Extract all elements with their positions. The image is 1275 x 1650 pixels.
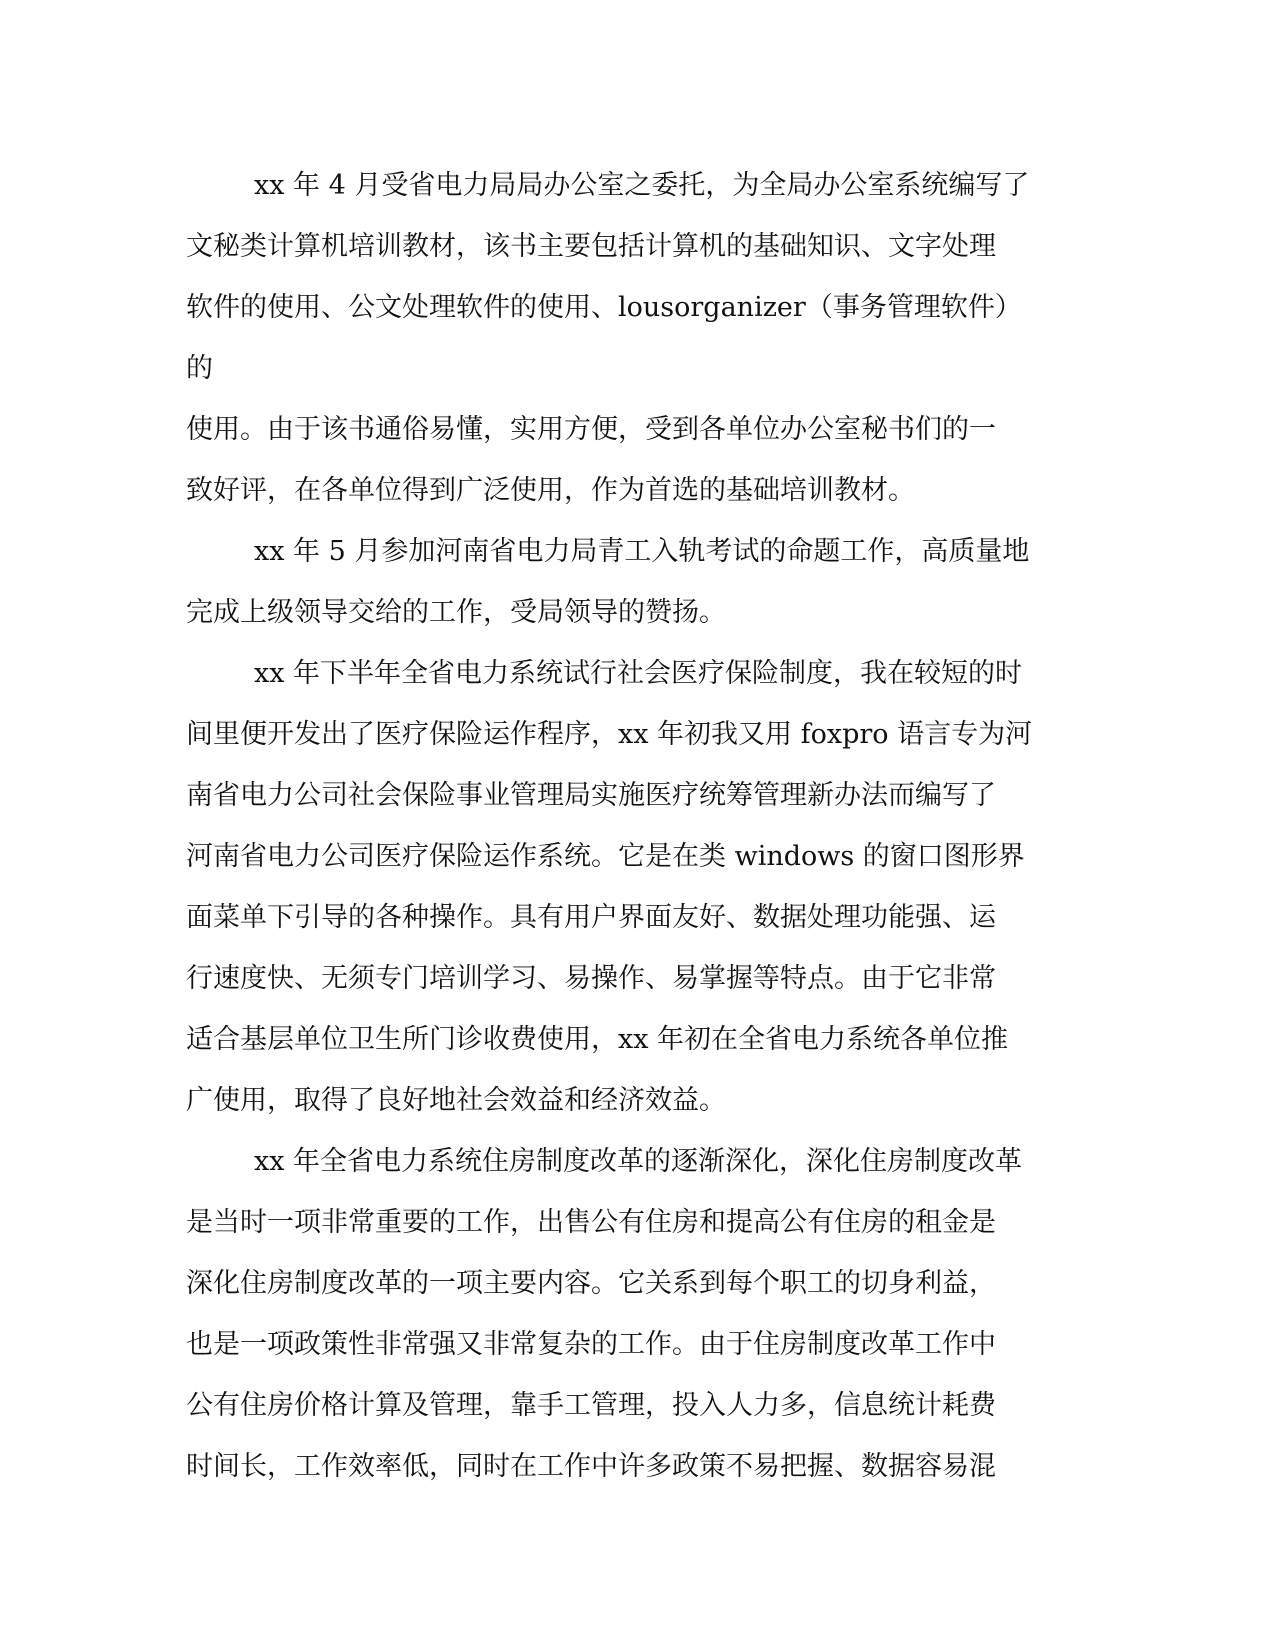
paragraph-2: xx 年 5 月参加河南省电力局青工入轨考试的命题工作，高质量地 完成上级领导交给的工作，受局领导的赞扬。 (186, 536, 1030, 628)
document-body (186, 155, 1036, 1497)
paragraph-4: xx 年全省电力系统住房制度改革的逐渐深化，深化住房制度改革 是当时一项非常重要的工作，出售公有住房和提高公有住房的租金是 深化住房制度改革的一项主要内容。它关系到每个职工的切身利益， 也是一项政策性非常强又非常复杂的工作。由于住房制度改革工作中 公有住房价格计算及管理，靠手工管理，投入人力多，信息统计耗费 时间长，工作效率低，同时在工作中许多政策不易把握、数据容易混 (186, 1146, 1023, 1482)
paragraph-1: xx 年 4 月受省电力局局办公室之委托，为全局办公室系统编写了 文秘类计算机培训教材，该书主要包括计算机的基础知识、文字处理 软件的使用、公文处理软件的使用、lousorganizer（事务管理软件）的 使用。由于该书通俗易懂，实用方便，受到各单位办公室秘书们的一 致好评，在各单位得到广泛使用，作为首选的基础培训教材。 (186, 170, 1030, 506)
paragraph-3: xx 年下半年全省电力系统试行社会医疗保险制度，我在较短的时 间里便开发出了医疗保险运作程序，xx 年初我又用 foxpro 语言专为河 南省电力公司社会保险事业管理局实施医疗统筹管理新办法而编写了 河南省电力公司医疗保险运作系统。它是在类 windows 的窗口图形界 面菜单下引导的各种操作。具有用户界面友好、数据处理功能强、运 行速度快、无须专门培训学习、易操作、易掌握等特点。由于它非常 适合基层单位卫生所门诊收费使用，xx 年初在全省电力系统各单位推 广使用，取得了良好地社会效益和经济效益。 (186, 658, 1033, 1116)
